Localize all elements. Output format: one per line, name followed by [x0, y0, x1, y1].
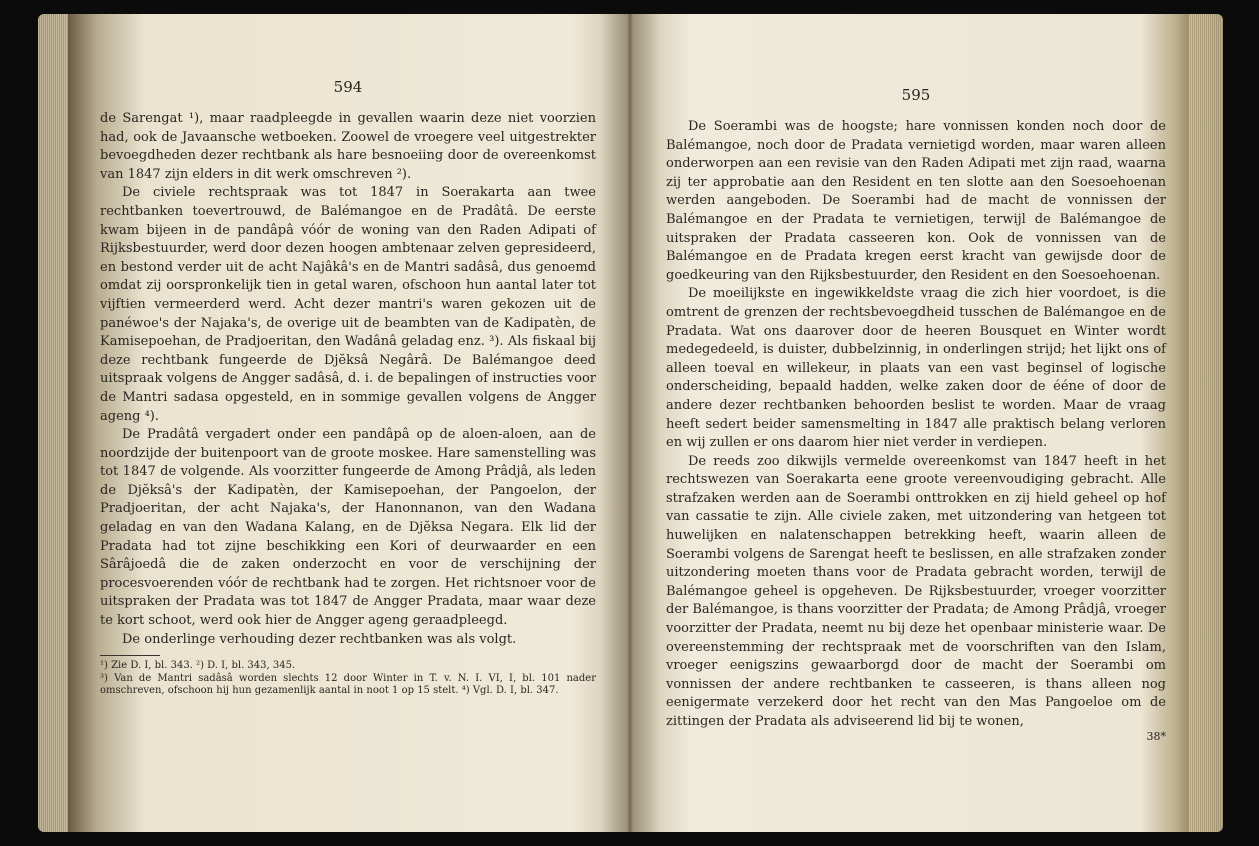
- book-gutter: [600, 14, 660, 832]
- paragraph: De civiele rechtspraak was tot 1847 in Soerakarta aan twee rechtbanken toevertrouwd, de Balémangoe en de Pradâtâ. De eerste kwam bijeen in de pandâpâ vóór de woning van den Raden Adipati of Rijksbestuurder, werd door dezen hoogen ambtenaar zelven gepresideerd, en bestond verder uit de acht Najâkâ's en de Mantri sadâsâ, dus genoemd omdat zij oorspronkelijk tien in getal waren, ofschoon hun aantal later tot vijftien vermeerderd werd. Acht dezer mantri's waren gekozen uit de panéwoe's der Najaka's, de overige uit de beambten van de Kadipatèn, de Kamisepoehan, de Pradjoeritan, den Wadânâ geladag enz. ³). Als fiskaal bij deze rechtbank fungeerde de Djĕksâ Negârâ. De Balémangoe deed uitspraak volgens de Angger sadâsâ, d. i. de bepalingen of instructies voor de Mantri sadasa opgesteld, en in sommige gevallen volgens de Angger ageng ⁴).: [100, 185, 596, 424]
- paragraph: de Sarengat ¹), maar raadpleegde in gevallen waarin deze niet voorzien had, ook de Javaansche wetboeken. Zoowel de vroegere veel uitgestrekter bevoegdheden dezer rechtbank als hare besnoeiing door de overeenkomst van 1847 zijn elders in dit werk omschreven ²).: [100, 111, 596, 182]
- footnotes: [100, 660, 596, 698]
- paragraph: De Pradâtâ vergadert onder een pandâpâ op de aloen-aloen, aan de noordzijde der buitenpoort van de groote moskee. Hare samenstelling was tot 1847 de volgende. Als voorzitter fungeerde de Among Prâdjâ, als leden de Djĕksâ's der Kadipatèn, der Kamisepoehan, der Pangoelon, der Pradjoeritan, der acht Najaka's, der Hanonnanon, van den Wadana geladag en van den Wadana Kalang, en de Djĕksa Negara. Elk lid der Pradata had tot zijne beschikking een Kori of deurwaarder en een Sârâjoedâ die de zaken onderzocht en voor de verschijning der procesvoerenden vóór de rechtbank had te zorgen. Het richtsnoer voor de uitspraken der Pradata was tot 1847 de Angger Pradata, maar waar deze te kort schoot, werd ook hier de Angger ageng geraadpleegd.: [100, 427, 596, 629]
- page-edges-right: [1189, 14, 1223, 832]
- signature-mark: 38*: [1146, 729, 1166, 743]
- footnote-rule: [100, 655, 160, 656]
- body-text: [100, 110, 596, 649]
- paragraph: De Soerambi was de hoogste; hare vonnissen konden noch door de Balémangoe, noch door de Pradata vernietigd worden, maar waren alleen onderworpen aan een revisie van den Raden Adipati met zijn raad, waarna zij ter approbatie aan den Resident en ten slotte aan den Soesoehoenan werden aangeboden. De Soerambi had de macht de vonnissen der Balémangoe en der Pradata te vernietigen, terwijl de Balémangoe de uitspraken der Pradata casseeren kon. Ook de vonnissen van de Balémangoe en de Pradata kregen eerst kracht van gewijsde door de goedkeuring van den Rijksbestuurder, den Resident en den Soesoehoenan.: [666, 119, 1166, 283]
- body-text: [666, 118, 1166, 732]
- footnote: ¹) Zie D. I, bl. 343. ²) D. I, bl. 343, 345.: [100, 660, 296, 672]
- paragraph: De reeds zoo dikwijls vermelde overeenkomst van 1847 heeft in het rechtswezen van Soerakarta eene groote vereenvoudiging gebracht. Alle strafzaken werden aan de Soerambi onttrokken en zij hield geheel op hof van cassatie te zijn. Alle civiele zaken, met uitzondering van hetgeen tot huwelijken en nalatenschappen betrekking heeft, waarin alleen de Soerambi volgens de Sarengat heeft te beslissen, en alle strafzaken zonder uitzondering moeten thans voor de Pradata gebracht worden, terwijl de Balémangoe geheel is opgeheven. De Rijksbestuurder, vroeger voorzitter der Balémangoe, is thans voorzitter der Pradata; de Among Prâdjâ, vroeger voorzitter der Pradata, neemt nu bij deze het openbaar ministerie waar. De overeenstemming der rechtspraak met de voorschriften van den Islam, vroeger eenigszins gewaarborgd door de macht der Soerambi om vonnissen der andere rechtbanken te casseeren, is thans alleen nog eenigermate verzekerd door het recht van den Mas Pangoeloe om de zittingen der Pradata als adviseerend lid bij te wonen,: [666, 453, 1166, 729]
- paragraph: De onderlinge verhouding dezer rechtbanken was als volgt.: [122, 631, 517, 647]
- page-edges-left: [38, 14, 68, 832]
- page-number: 595: [901, 86, 931, 104]
- footnote: ³) Van de Mantri sadâsâ worden slechts 12 door Winter in T. v. N. I. VI, I, bl. 101 nader omschreven, ofschoon hij hun gezamenlijk aantal in noot 1 op 15 stelt. ⁴) Vgl. D. I, bl. 347.: [100, 672, 596, 697]
- page-number: 594: [333, 78, 363, 96]
- left-page: [100, 20, 596, 698]
- right-page: [666, 20, 1166, 743]
- paragraph: De moeilijkste en ingewikkeldste vraag die zich hier voordoet, is die omtrent de grenzen der rechtsbevoegdheid tusschen de Balémangoe en de Pradata. Wat ons daarover door de heeren Bousquet en Winter wordt medegedeeld, is duister, dubbelzinnig, in onderlingen strijd; het lijkt ons of alleen toeval en willekeur, in plaats van een vast beginsel of logische onderscheiding, bepaald hadden, welke zaken door de ééne of door de andere dezer rechtbanken behoorden beslist te worden. Maar de vraag heeft sedert beider samensmelting in 1847 alle praktisch belang verloren en wij zullen er ons daarom hier niet verder in verdiepen.: [666, 286, 1166, 451]
